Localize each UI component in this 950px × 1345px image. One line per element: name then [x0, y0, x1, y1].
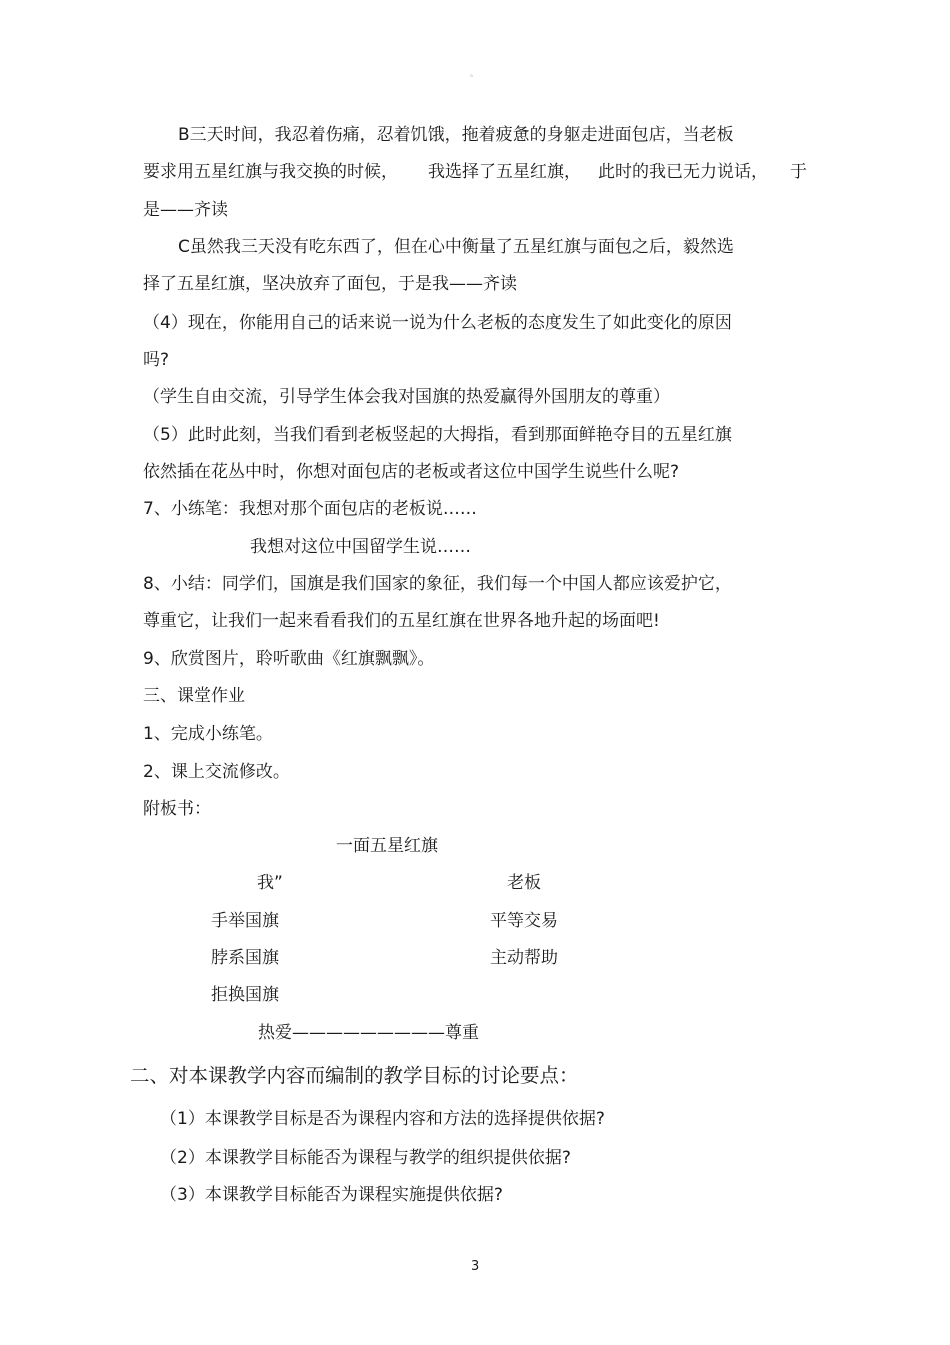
question-5-line-1: （5）此时此刻，当我们看到老板竖起的大拇指，看到那面鲜艳夺目的五星红旗: [143, 425, 732, 445]
step-7-line-1: 7、小练笔：我想对那个面包店的老板说……: [143, 499, 477, 519]
paragraph-b-line-2d: 于: [790, 162, 807, 182]
blackboard-right-item: 平等交易: [490, 911, 558, 931]
step-7-line-2: 我想对这位中国留学生说……: [250, 537, 471, 557]
homework-item-2: 2、课上交流修改。: [143, 762, 290, 782]
paragraph-b-line-1: B三天时间，我忍着伤痛，忍着饥饿，拖着疲惫的身躯走进面包店，当老板: [178, 125, 734, 145]
discussion-point: （2）本课教学目标能否为课程与教学的组织提供依据?: [160, 1148, 571, 1168]
page-number: 3: [471, 1259, 480, 1274]
question-4-note: （学生自由交流，引导学生体会我对国旗的热爱赢得外国朋友的尊重）: [143, 387, 670, 407]
paragraph-c-line-1: C虽然我三天没有吃东西了，但在心中衡量了五星红旗与面包之后，毅然选: [178, 237, 734, 257]
section-3-heading: 三、课堂作业: [143, 686, 245, 706]
question-5-line-2: 依然插在花丛中时，你想对面包店的老板或者这位中国学生说些什么呢?: [143, 462, 680, 482]
blackboard-left-item: 拒换国旗: [211, 985, 279, 1005]
step-8-line-1: 8、小结：同学们，国旗是我们国家的象征，我们每一个中国人都应该爱护它，: [143, 574, 732, 594]
paragraph-b-line-3: 是——齐读: [143, 200, 228, 220]
step-8-line-2: 尊重它，让我们一起来看看我们的五星红旗在世界各地升起的场面吧!: [143, 611, 660, 631]
paragraph-b-line-2b: 我选择了五星红旗，: [428, 162, 581, 182]
blackboard-left-head: 我”: [257, 873, 283, 893]
step-9: 9、欣赏图片，聆听歌曲《红旗飘飘》。: [143, 649, 435, 669]
blackboard-right-head: 老板: [507, 873, 541, 893]
blackboard-left-item: 手举国旗: [211, 911, 279, 931]
paragraph-b-line-2a: 要求用五星红旗与我交换的时候，: [143, 162, 398, 182]
question-4-line-1: （4）现在，你能用自己的话来说一说为什么老板的态度发生了如此变化的原因: [143, 313, 732, 333]
question-4-line-2: 吗?: [143, 350, 170, 370]
section-2-heading: 二、对本课教学内容而编制的教学目标的讨论要点：: [130, 1064, 579, 1087]
blackboard-label: 附板书：: [143, 799, 211, 819]
blackboard-right-item: 主动帮助: [490, 948, 558, 968]
blackboard-title: 一面五星红旗: [336, 836, 438, 856]
blackboard-left-item: 脖系国旗: [211, 948, 279, 968]
discussion-point: （3）本课教学目标能否为课程实施提供依据?: [160, 1185, 503, 1205]
discussion-point: （1）本课教学目标是否为课程内容和方法的选择提供依据?: [160, 1109, 605, 1129]
paragraph-b-line-2c: 此时的我已无力说话，: [598, 162, 768, 182]
paragraph-c-line-2: 择了五星红旗，坚决放弃了面包，于是我——齐读: [143, 274, 517, 294]
blackboard-bottom-line: 热爱—————————尊重: [258, 1023, 479, 1043]
header-mark: 。: [470, 69, 478, 78]
homework-item-1: 1、完成小练笔。: [143, 724, 273, 744]
